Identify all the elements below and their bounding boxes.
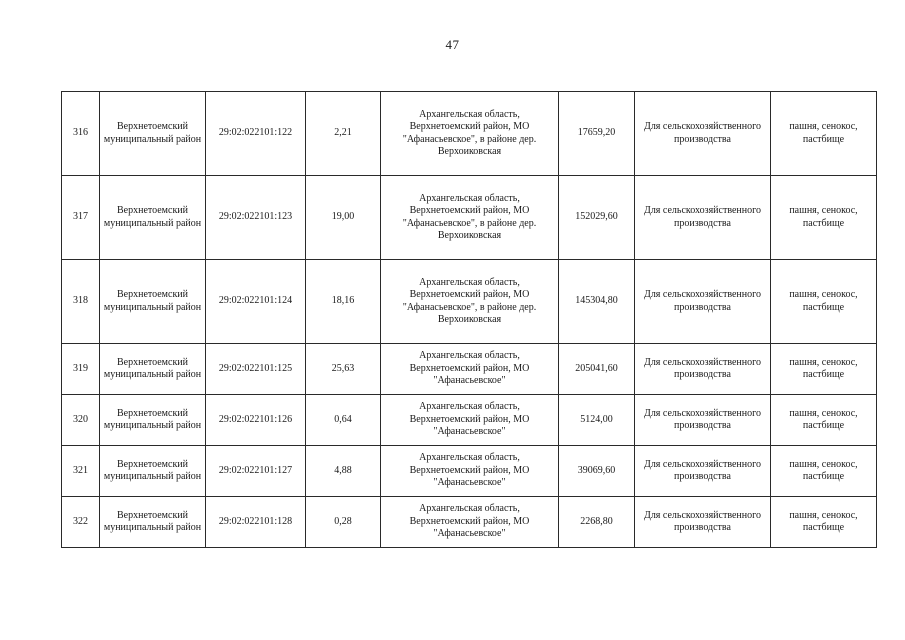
cadastral-number-cell: 29:02:022101:125 (206, 344, 306, 395)
land-category-cell: Для сельскохозяйственного производства (635, 446, 771, 497)
table-row (62, 446, 877, 497)
land-category-cell: Для сельскохозяйственного производства (635, 176, 771, 260)
row-number-cell: 322 (62, 497, 100, 548)
cadastral-value-cell: 2268,80 (559, 497, 635, 548)
cadastral-number-cell: 29:02:022101:124 (206, 260, 306, 344)
cadastral-number-cell: 29:02:022101:127 (206, 446, 306, 497)
area-cell: 0,64 (306, 395, 381, 446)
district-cell: Верхнетоемский муниципальный район (100, 92, 206, 176)
cadastral-number-cell: 29:02:022101:123 (206, 176, 306, 260)
location-cell: Архангельская область, Верхнетоемский район, МО "Афанасьевское" (381, 395, 559, 446)
location-cell: Архангельская область, Верхнетоемский район, МО "Афанасьевское", в районе дер. Верхоиковская (381, 176, 559, 260)
area-cell: 0,28 (306, 497, 381, 548)
land-usage-cell: пашня, сенокос, пастбище (771, 260, 877, 344)
district-cell: Верхнетоемский муниципальный район (100, 395, 206, 446)
district-cell: Верхнетоемский муниципальный район (100, 176, 206, 260)
land-plots-table (61, 91, 877, 548)
area-cell: 25,63 (306, 344, 381, 395)
area-cell: 2,21 (306, 92, 381, 176)
land-usage-cell: пашня, сенокос, пастбище (771, 395, 877, 446)
cadastral-number-cell: 29:02:022101:128 (206, 497, 306, 548)
district-cell: Верхнетоемский муниципальный район (100, 497, 206, 548)
table-row (62, 395, 877, 446)
row-number-cell: 320 (62, 395, 100, 446)
location-cell: Архангельская область, Верхнетоемский район, МО "Афанасьевское", в районе дер. Верхоиковская (381, 92, 559, 176)
table-row (62, 92, 877, 176)
cadastral-value-cell: 145304,80 (559, 260, 635, 344)
district-cell: Верхнетоемский муниципальный район (100, 260, 206, 344)
row-number-cell: 321 (62, 446, 100, 497)
table-row (62, 260, 877, 344)
land-usage-cell: пашня, сенокос, пастбище (771, 446, 877, 497)
cadastral-value-cell: 17659,20 (559, 92, 635, 176)
table-row (62, 176, 877, 260)
land-category-cell: Для сельскохозяйственного производства (635, 497, 771, 548)
land-usage-cell: пашня, сенокос, пастбище (771, 497, 877, 548)
area-cell: 4,88 (306, 446, 381, 497)
land-usage-cell: пашня, сенокос, пастбище (771, 176, 877, 260)
location-cell: Архангельская область, Верхнетоемский район, МО "Афанасьевское" (381, 344, 559, 395)
land-category-cell: Для сельскохозяйственного производства (635, 260, 771, 344)
location-cell: Архангельская область, Верхнетоемский район, МО "Афанасьевское" (381, 446, 559, 497)
row-number-cell: 319 (62, 344, 100, 395)
row-number-cell: 318 (62, 260, 100, 344)
cadastral-value-cell: 205041,60 (559, 344, 635, 395)
area-cell: 18,16 (306, 260, 381, 344)
land-category-cell: Для сельскохозяйственного производства (635, 92, 771, 176)
table-row (62, 497, 877, 548)
page-number: 47 (445, 37, 460, 52)
row-number-cell: 316 (62, 92, 100, 176)
row-number-cell: 317 (62, 176, 100, 260)
cadastral-value-cell: 152029,60 (559, 176, 635, 260)
location-cell: Архангельская область, Верхнетоемский район, МО "Афанасьевское" (381, 497, 559, 548)
location-cell: Архангельская область, Верхнетоемский район, МО "Афанасьевское", в районе дер. Верхоиковская (381, 260, 559, 344)
land-category-cell: Для сельскохозяйственного производства (635, 395, 771, 446)
land-category-cell: Для сельскохозяйственного производства (635, 344, 771, 395)
cadastral-number-cell: 29:02:022101:126 (206, 395, 306, 446)
cadastral-value-cell: 5124,00 (559, 395, 635, 446)
district-cell: Верхнетоемский муниципальный район (100, 446, 206, 497)
cadastral-number-cell: 29:02:022101:122 (206, 92, 306, 176)
table-row (62, 344, 877, 395)
land-usage-cell: пашня, сенокос, пастбище (771, 92, 877, 176)
district-cell: Верхнетоемский муниципальный район (100, 344, 206, 395)
area-cell: 19,00 (306, 176, 381, 260)
land-usage-cell: пашня, сенокос, пастбище (771, 344, 877, 395)
cadastral-value-cell: 39069,60 (559, 446, 635, 497)
